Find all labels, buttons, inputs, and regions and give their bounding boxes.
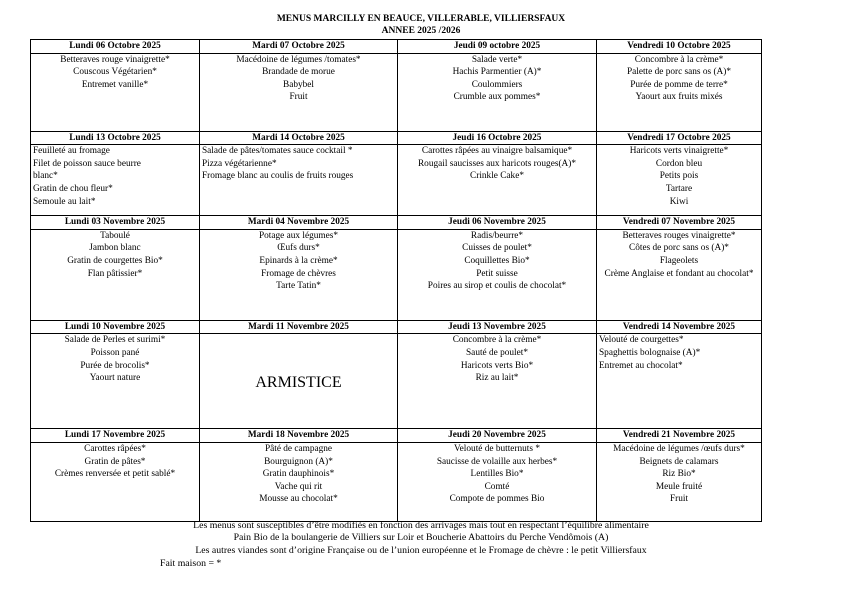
day-header-monday: Lundi 10 Novembre 2025 <box>31 320 200 334</box>
menu-item: Rougail saucisses aux haricots rouges(A)* <box>417 158 576 169</box>
menu-item: Poisson pané <box>90 347 140 358</box>
menu-table <box>30 39 762 522</box>
day-header-monday: Lundi 17 Novembre 2025 <box>31 429 200 443</box>
week-header-row <box>31 320 762 334</box>
menu-item: Palette de porc sans os (A)* <box>626 67 732 78</box>
menu-item: Sauté de poulet* <box>466 347 528 358</box>
day-menu-tuesday <box>200 334 398 429</box>
menu-item: Gratin de courgettes Bio* <box>67 255 163 266</box>
menu-item: Betteraves rouges vinaigrette* <box>622 230 736 241</box>
menu-item: Feuilleté au fromage <box>33 146 110 157</box>
day-menu-monday <box>31 145 200 216</box>
menu-item: Potage aux légumes* <box>258 230 338 241</box>
day-header-friday: Vendredi 14 Novembre 2025 <box>597 320 762 334</box>
menu-item: Saucisse de volaille aux herbes* <box>436 456 558 467</box>
menu-item: Gratin de pâtes* <box>84 456 146 467</box>
menu-item: Yaourt nature <box>89 373 141 384</box>
day-menu-monday <box>31 334 200 429</box>
menu-item: blanc* <box>33 171 58 182</box>
day-menu-thursday <box>398 442 597 521</box>
menu-item: Coquillettes Bio* <box>464 255 530 266</box>
day-menu-thursday <box>398 334 597 429</box>
day-menu-tuesday <box>200 229 398 320</box>
menu-item: Entremet vanille* <box>81 79 149 90</box>
menu-item: Beignets de calamars <box>639 456 719 467</box>
menu-item: Brandade de morue <box>262 67 335 78</box>
week-menu-row <box>31 334 762 429</box>
menu-item: Fruit <box>669 494 689 505</box>
menu-item: Mousse au chocolat* <box>259 494 338 505</box>
day-header-thursday: Jeudi 20 Novembre 2025 <box>398 429 597 443</box>
week-menu-row <box>31 229 762 320</box>
week-header-row <box>31 40 762 54</box>
menu-item: Gratin de chou fleur* <box>33 183 113 194</box>
footer-note-origin: Les autres viandes sont d’origine Française ou de l’union européenne et le Fromage de chèvre : le petit Villiersfaux <box>195 545 647 556</box>
week-header-row <box>31 216 762 230</box>
menu-item: Macédoine de légumes /tomates* <box>236 54 361 65</box>
menu-item: Riz au lait* <box>475 373 519 384</box>
menu-item: Spaghettis bolognaise (A)* <box>599 347 701 358</box>
menu-item: Salade verte* <box>471 54 523 65</box>
week-header-row <box>31 131 762 145</box>
menu-item: Tarte Tatin* <box>276 281 321 292</box>
day-header-monday: Lundi 13 Octobre 2025 <box>31 131 200 145</box>
menu-item: Lentilles Bio* <box>470 469 524 480</box>
holiday-note: ARMISTICE <box>255 374 342 392</box>
menu-item: Côtes de porc sans os (A)* <box>629 243 729 254</box>
menu-item: Coulommiers <box>471 79 523 90</box>
day-header-thursday: Jeudi 06 Novembre 2025 <box>398 216 597 230</box>
menu-item: Crème Anglaise et fondant au chocolat* <box>604 268 754 279</box>
day-header-tuesday: Mardi 04 Novembre 2025 <box>200 216 398 230</box>
menu-item: Comté <box>484 481 510 492</box>
menu-item: Fruit <box>289 92 308 103</box>
day-menu-monday <box>31 229 200 320</box>
menu-item: Velouté de butternuts * <box>454 443 540 454</box>
menu-item: Flan pâtissier* <box>87 268 143 279</box>
footer-note-homemade: Fait maison = * <box>160 558 222 569</box>
footer-note-suppliers: Pain Bio de la boulangerie de Villiers sur Loir et Boucherie Abattoirs du Perche Vendômois (A) <box>233 532 609 543</box>
menu-item: Babybel <box>283 79 314 90</box>
menu-item: Filet de poisson sauce beurre <box>33 158 141 169</box>
day-header-thursday: Jeudi 09 octobre 2025 <box>398 40 597 54</box>
menu-item: Tartare <box>665 183 693 194</box>
page-subtitle: ANNEE 2025 /2026 <box>381 26 461 36</box>
menu-item: Radis/beurre* <box>470 230 524 241</box>
menu-item: Salade de pâtes/tomates sauce cocktail * <box>202 146 353 157</box>
menu-item: Meule fruité <box>655 481 703 492</box>
day-header-monday: Lundi 03 Novembre 2025 <box>31 216 200 230</box>
day-menu-monday <box>31 442 200 521</box>
menu-item: Petits pois <box>659 171 699 182</box>
menu-item: Bourguignon (A)* <box>264 456 333 467</box>
menu-item: Flageolets <box>659 255 699 266</box>
menu-item: Œufs durs* <box>277 243 320 254</box>
day-header-tuesday: Mardi 18 Novembre 2025 <box>200 429 398 443</box>
day-header-friday: Vendredi 21 Novembre 2025 <box>597 429 762 443</box>
menu-item: Riz Bio* <box>662 469 696 480</box>
week-header-row <box>31 429 762 443</box>
day-menu-friday <box>597 442 762 521</box>
footer-note-arrivals: Les menus sont susceptibles d’être modifiés en fonction des arrivages mais tout en respectant l’équilibre alimentaire <box>193 520 649 531</box>
day-menu-thursday <box>398 145 597 216</box>
day-header-thursday: Jeudi 16 Octobre 2025 <box>398 131 597 145</box>
menu-item: Kiwi <box>669 196 689 207</box>
menu-item: Vache qui rit <box>274 481 323 492</box>
menu-item: Petit suisse <box>476 268 518 279</box>
menu-item: Fromage blanc au coulis de fruits rouges <box>202 171 354 182</box>
menu-item: Purée de brocolis* <box>80 360 150 371</box>
menu-item: Yaourt aux fruits mixés <box>635 92 723 103</box>
menu-item: Velouté de courgettes* <box>599 335 684 346</box>
menu-item: Crinkle Cake* <box>470 171 524 182</box>
week-menu-row <box>31 442 762 521</box>
menu-item: Cuisses de poulet* <box>462 243 532 254</box>
day-menu-thursday <box>398 229 597 320</box>
menu-item: Crèmes renversée et petit sablé* <box>54 469 176 480</box>
menu-item: Taboulé <box>100 230 130 241</box>
menu-item: Hachis Parmentier (A)* <box>452 67 542 78</box>
menu-item: Carottes râpées au vinaigre balsamique* <box>421 146 573 157</box>
menu-item: Fromage de chèvres <box>261 268 336 279</box>
menu-item: Poires au sirop et coulis de chocolat* <box>427 281 567 292</box>
menu-item: Carottes râpées* <box>84 443 146 454</box>
menu-item: Cordon bleu <box>655 158 703 169</box>
menu-item: Pâté de campagne <box>264 443 333 454</box>
menu-item: Salade de Perles et surimi* <box>64 335 166 346</box>
menu-item: Jambon blanc <box>89 243 141 254</box>
menu-item: Gratin dauphinois* <box>262 469 335 480</box>
day-menu-tuesday <box>200 442 398 521</box>
day-menu-friday <box>597 334 762 429</box>
day-menu-friday <box>597 229 762 320</box>
menu-item: Purée de pomme de terre* <box>630 79 728 90</box>
day-menu-thursday <box>398 53 597 131</box>
menu-item: Macédoine de légumes /œufs durs* <box>613 443 745 454</box>
menu-item: Entremet au chocolat* <box>599 360 683 371</box>
day-header-friday: Vendredi 10 Octobre 2025 <box>597 40 762 54</box>
menu-item: Pizza végétarienne* <box>202 158 277 169</box>
page-title: MENUS MARCILLY EN BEAUCE, VILLERABLE, VILLIERSFAUX <box>276 14 566 24</box>
week-menu-row <box>31 145 762 216</box>
week-menu-row <box>31 53 762 131</box>
menu-item: Compote de pommes Bio <box>449 494 545 505</box>
day-header-monday: Lundi 06 Octobre 2025 <box>31 40 200 54</box>
day-header-friday: Vendredi 07 Novembre 2025 <box>597 216 762 230</box>
day-header-tuesday: Mardi 11 Novembre 2025 <box>200 320 398 334</box>
menu-item: Semoule au lait* <box>33 196 96 207</box>
day-menu-tuesday <box>200 53 398 131</box>
menu-item: Couscous Végétarien* <box>73 67 157 78</box>
menu-item: Haricots verts Bio* <box>460 360 534 371</box>
day-menu-tuesday <box>200 145 398 216</box>
menu-item: Haricots verts vinaigrette* <box>629 146 729 157</box>
menu-item: Betteraves rouge vinaigrette* <box>60 54 170 65</box>
day-header-tuesday: Mardi 07 Octobre 2025 <box>200 40 398 54</box>
menu-item: Crumble aux pommes* <box>453 92 541 103</box>
day-menu-friday <box>597 145 762 216</box>
menu-item: Concombre à la crème* <box>634 54 724 65</box>
day-header-thursday: Jeudi 13 Novembre 2025 <box>398 320 597 334</box>
day-menu-monday <box>31 53 200 131</box>
day-header-tuesday: Mardi 14 Octobre 2025 <box>200 131 398 145</box>
day-menu-friday <box>597 53 762 131</box>
menu-item: Concombre à la crème* <box>452 335 542 346</box>
day-header-friday: Vendredi 17 Octobre 2025 <box>597 131 762 145</box>
menu-item: Epinards à la crème* <box>259 255 338 266</box>
